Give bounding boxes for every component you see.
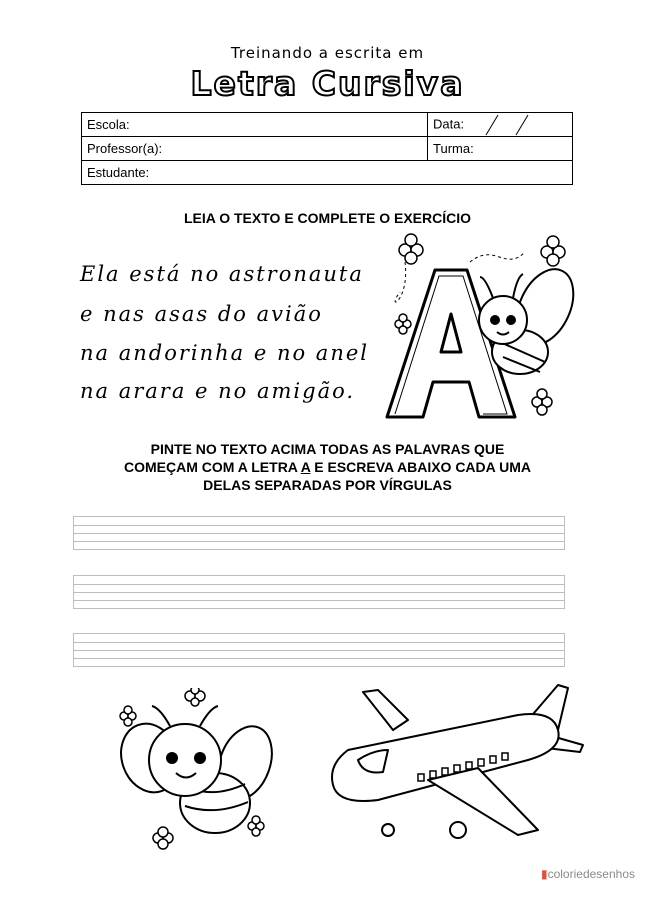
class-field[interactable]: Turma: [428,137,573,161]
instruction-read: LEIA O TEXTO E COMPLETE O EXERCÍCIO [183,210,472,226]
teacher-field[interactable]: Professor(a): [82,137,428,161]
student-info-table [81,112,573,185]
instruction-line: PINTE NO TEXTO ACIMA TODAS AS PALAVRAS QUE [150,441,505,457]
worksheet-subtitle: Treinando a escrita em [230,44,425,62]
writing-lines[interactable] [73,575,565,609]
highlight-letter: A [300,459,311,475]
writing-lines[interactable] [73,516,565,550]
date-slashes-icon [478,114,538,136]
poem-line: Ela está no astronauta [80,262,364,286]
school-field[interactable]: Escola: [82,113,428,137]
worksheet-title: Letra Cursiva [190,64,465,103]
bee-icon [110,688,280,853]
instruction-paint [60,440,595,494]
student-field[interactable]: Estudante: [82,161,573,185]
writing-lines[interactable] [73,633,565,667]
date-field[interactable]: Data: [428,113,573,137]
brand-logo: ▮coloriedesenhos [540,867,635,881]
poem-line: e nas asas do avião [80,302,323,326]
letter-a-bee-icon [375,232,580,432]
airplane-icon [318,680,588,855]
poem-line: na andorinha e no anel [80,341,369,365]
poem-line: na arara e no amigão. [80,379,356,403]
crayon-icon: ▮ [540,867,548,881]
instruction-line: COMEÇAM COM A LETRA A E ESCREVA ABAIXO CADA UMA [123,459,532,475]
instruction-line: DELAS SEPARADAS POR VÍRGULAS [203,477,452,493]
